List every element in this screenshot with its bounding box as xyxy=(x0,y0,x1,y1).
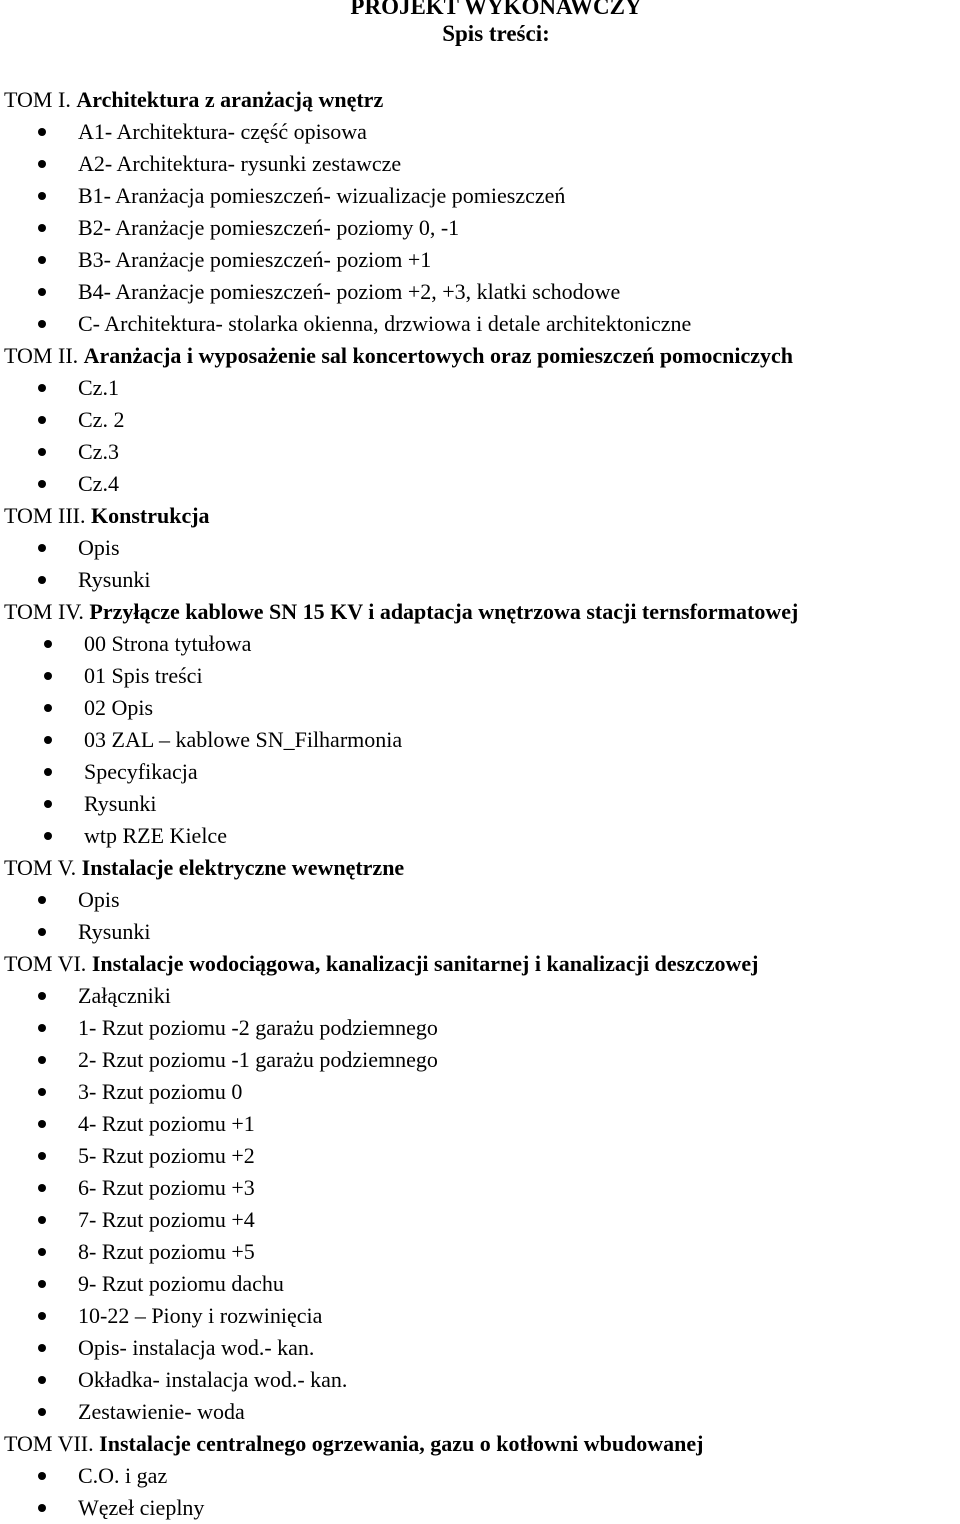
list-item-text: Opis xyxy=(78,535,120,560)
list-item-text: B3- Aranżacje pomieszczeń- poziom +1 xyxy=(78,247,432,272)
bullet-icon xyxy=(38,1376,46,1384)
tom-heading xyxy=(0,340,960,372)
list-item-text: Cz.4 xyxy=(78,471,119,496)
bullet-icon xyxy=(38,256,46,264)
bullet-icon xyxy=(38,128,46,136)
list-item xyxy=(0,148,960,180)
tom-item-list xyxy=(0,628,960,852)
tom-item-list xyxy=(0,372,960,500)
list-item-text: Cz. 2 xyxy=(78,407,125,432)
list-item-text: B4- Aranżacje pomieszczeń- poziom +2, +3, klatki schodowe xyxy=(78,279,621,304)
list-item-text: 01 Spis treści xyxy=(84,663,203,688)
tom-label: TOM IV. xyxy=(4,599,84,624)
tom-title: Instalacje elektryczne wewnętrzne xyxy=(81,855,405,880)
list-item xyxy=(0,468,960,500)
bullet-icon xyxy=(38,1248,46,1256)
list-item xyxy=(0,980,960,1012)
list-item xyxy=(0,660,960,692)
list-item-text: Okładka- instalacja wod.- kan. xyxy=(78,1367,348,1392)
bullet-icon xyxy=(38,1344,46,1352)
bullet-icon xyxy=(38,1120,46,1128)
list-item-text: Specyfikacja xyxy=(84,759,198,784)
list-item xyxy=(0,1396,960,1428)
bullet-icon xyxy=(44,704,52,712)
tom-heading xyxy=(0,500,960,532)
list-item-text: Załączniki xyxy=(78,983,171,1008)
bullet-icon xyxy=(38,928,46,936)
list-item xyxy=(0,436,960,468)
bullet-icon xyxy=(38,1408,46,1416)
bullet-icon xyxy=(44,768,52,776)
list-item-text: 8- Rzut poziomu +5 xyxy=(78,1239,255,1264)
list-item xyxy=(0,564,960,596)
tom-item-list xyxy=(0,980,960,1428)
tom-heading xyxy=(0,1428,960,1460)
list-item xyxy=(0,244,960,276)
bullet-icon xyxy=(38,1184,46,1192)
bullet-icon xyxy=(38,1024,46,1032)
list-item-text: Opis- instalacja wod.- kan. xyxy=(78,1335,315,1360)
bullet-icon xyxy=(38,576,46,584)
tom-label: TOM V. xyxy=(4,855,77,880)
list-item xyxy=(0,1044,960,1076)
document-header xyxy=(0,0,960,49)
bullet-icon xyxy=(38,224,46,232)
list-item xyxy=(0,1012,960,1044)
list-item xyxy=(0,1236,960,1268)
bullet-icon xyxy=(38,544,46,552)
list-item xyxy=(0,1364,960,1396)
bullet-icon xyxy=(44,736,52,744)
list-item xyxy=(0,628,960,660)
list-item-text: 1- Rzut poziomu -2 garażu podziemnego xyxy=(78,1015,438,1040)
bullet-icon xyxy=(38,1472,46,1480)
list-item xyxy=(0,724,960,756)
list-item xyxy=(0,692,960,724)
tom-label: TOM II. xyxy=(4,343,79,368)
list-item-text: 2- Rzut poziomu -1 garażu podziemnego xyxy=(78,1047,438,1072)
tom-item-list xyxy=(0,884,960,948)
tom-label: TOM VI. xyxy=(4,951,87,976)
list-item xyxy=(0,180,960,212)
list-item-text: 4- Rzut poziomu +1 xyxy=(78,1111,255,1136)
tom-heading xyxy=(0,852,960,884)
tom-title: Przyłącze kablowe SN 15 KV i adaptacja wnętrzowa stacji ternsformatowej xyxy=(89,599,799,624)
bullet-icon xyxy=(38,480,46,488)
list-item xyxy=(0,788,960,820)
list-item-text: 9- Rzut poziomu dachu xyxy=(78,1271,284,1296)
list-item xyxy=(0,1492,960,1524)
document-title: PROJEKT WYKONAWCZY xyxy=(350,0,642,19)
bullet-icon xyxy=(38,896,46,904)
document-subtitle: Spis treści: xyxy=(442,21,550,46)
tom-heading xyxy=(0,948,960,980)
list-item xyxy=(0,884,960,916)
list-item xyxy=(0,404,960,436)
bullet-icon xyxy=(38,320,46,328)
list-item-text: C.O. i gaz xyxy=(78,1463,168,1488)
tom-title: Konstrukcja xyxy=(90,503,210,528)
bullet-icon xyxy=(38,1312,46,1320)
bullet-icon xyxy=(44,832,52,840)
list-item xyxy=(0,820,960,852)
tom-heading xyxy=(0,596,960,628)
bullet-icon xyxy=(38,992,46,1000)
bullet-icon xyxy=(38,416,46,424)
list-item-text: 03 ZAL – kablowe SN_Filharmonia xyxy=(84,727,403,752)
list-item xyxy=(0,1172,960,1204)
tom-heading xyxy=(0,84,960,116)
list-item-text: B1- Aranżacja pomieszczeń- wizualizacje pomieszczeń xyxy=(78,183,566,208)
tom-label: TOM I. xyxy=(4,87,71,112)
list-item xyxy=(0,276,960,308)
bullet-icon xyxy=(38,1504,46,1512)
list-item xyxy=(0,372,960,404)
list-item-text: Rysunki xyxy=(78,567,151,592)
tom-item-list xyxy=(0,1460,960,1524)
list-item xyxy=(0,532,960,564)
tom-title: Instalacje wodociągowa, kanalizacji sanitarnej i kanalizacji deszczowej xyxy=(91,951,759,976)
list-item xyxy=(0,1268,960,1300)
list-item-text: Zestawienie- woda xyxy=(78,1399,245,1424)
bullet-icon xyxy=(38,448,46,456)
list-item-text: wtp RZE Kielce xyxy=(84,823,227,848)
bullet-icon xyxy=(38,1280,46,1288)
tom-item-list xyxy=(0,532,960,596)
list-item-text: 10-22 – Piony i rozwinięcia xyxy=(78,1303,323,1328)
list-item xyxy=(0,1204,960,1236)
list-item-text: Cz.3 xyxy=(78,439,119,464)
bullet-icon xyxy=(38,1216,46,1224)
bullet-icon xyxy=(38,1088,46,1096)
tom-label: TOM III. xyxy=(4,503,86,528)
bullet-icon xyxy=(38,1056,46,1064)
list-item xyxy=(0,1332,960,1364)
tom-label: TOM VII. xyxy=(4,1431,94,1456)
tom-title: Architektura z aranżacją wnętrz xyxy=(76,87,384,112)
bullet-icon xyxy=(44,800,52,808)
bullet-icon xyxy=(38,1152,46,1160)
list-item-text: 00 Strona tytułowa xyxy=(84,631,252,656)
bullet-icon xyxy=(44,672,52,680)
list-item-text: Węzeł cieplny xyxy=(78,1495,205,1520)
list-item-text: Rysunki xyxy=(84,791,157,816)
list-item xyxy=(0,1460,960,1492)
tom-title: Aranżacja i wyposażenie sal koncertowych oraz pomieszczeń pomocniczych xyxy=(83,343,794,368)
list-item-text: C- Architektura- stolarka okienna, drzwiowa i detale architektoniczne xyxy=(78,311,692,336)
tom-title: Instalacje centralnego ogrzewania, gazu o kotłowni wbudowanej xyxy=(99,1431,704,1456)
list-item-text: A1- Architektura- część opisowa xyxy=(78,119,367,144)
bullet-icon xyxy=(38,384,46,392)
list-item-text: A2- Architektura- rysunki zestawcze xyxy=(78,151,402,176)
list-item xyxy=(0,116,960,148)
list-item-text: 02 Opis xyxy=(84,695,154,720)
tom-item-list xyxy=(0,116,960,340)
list-item xyxy=(0,212,960,244)
list-item-text: Opis xyxy=(78,887,120,912)
list-item-text: 5- Rzut poziomu +2 xyxy=(78,1143,255,1168)
list-item-text: 6- Rzut poziomu +3 xyxy=(78,1175,255,1200)
list-item-text: B2- Aranżacje pomieszczeń- poziomy 0, -1 xyxy=(78,215,460,240)
table-of-contents xyxy=(0,84,960,1524)
list-item-text: 7- Rzut poziomu +4 xyxy=(78,1207,255,1232)
list-item xyxy=(0,1300,960,1332)
bullet-icon xyxy=(44,640,52,648)
bullet-icon xyxy=(38,288,46,296)
list-item xyxy=(0,308,960,340)
list-item-text: 3- Rzut poziomu 0 xyxy=(78,1079,243,1104)
bullet-icon xyxy=(38,192,46,200)
list-item xyxy=(0,756,960,788)
list-item xyxy=(0,1108,960,1140)
list-item xyxy=(0,916,960,948)
list-item-text: Rysunki xyxy=(78,919,151,944)
list-item xyxy=(0,1140,960,1172)
list-item xyxy=(0,1076,960,1108)
bullet-icon xyxy=(38,160,46,168)
list-item-text: Cz.1 xyxy=(78,375,119,400)
